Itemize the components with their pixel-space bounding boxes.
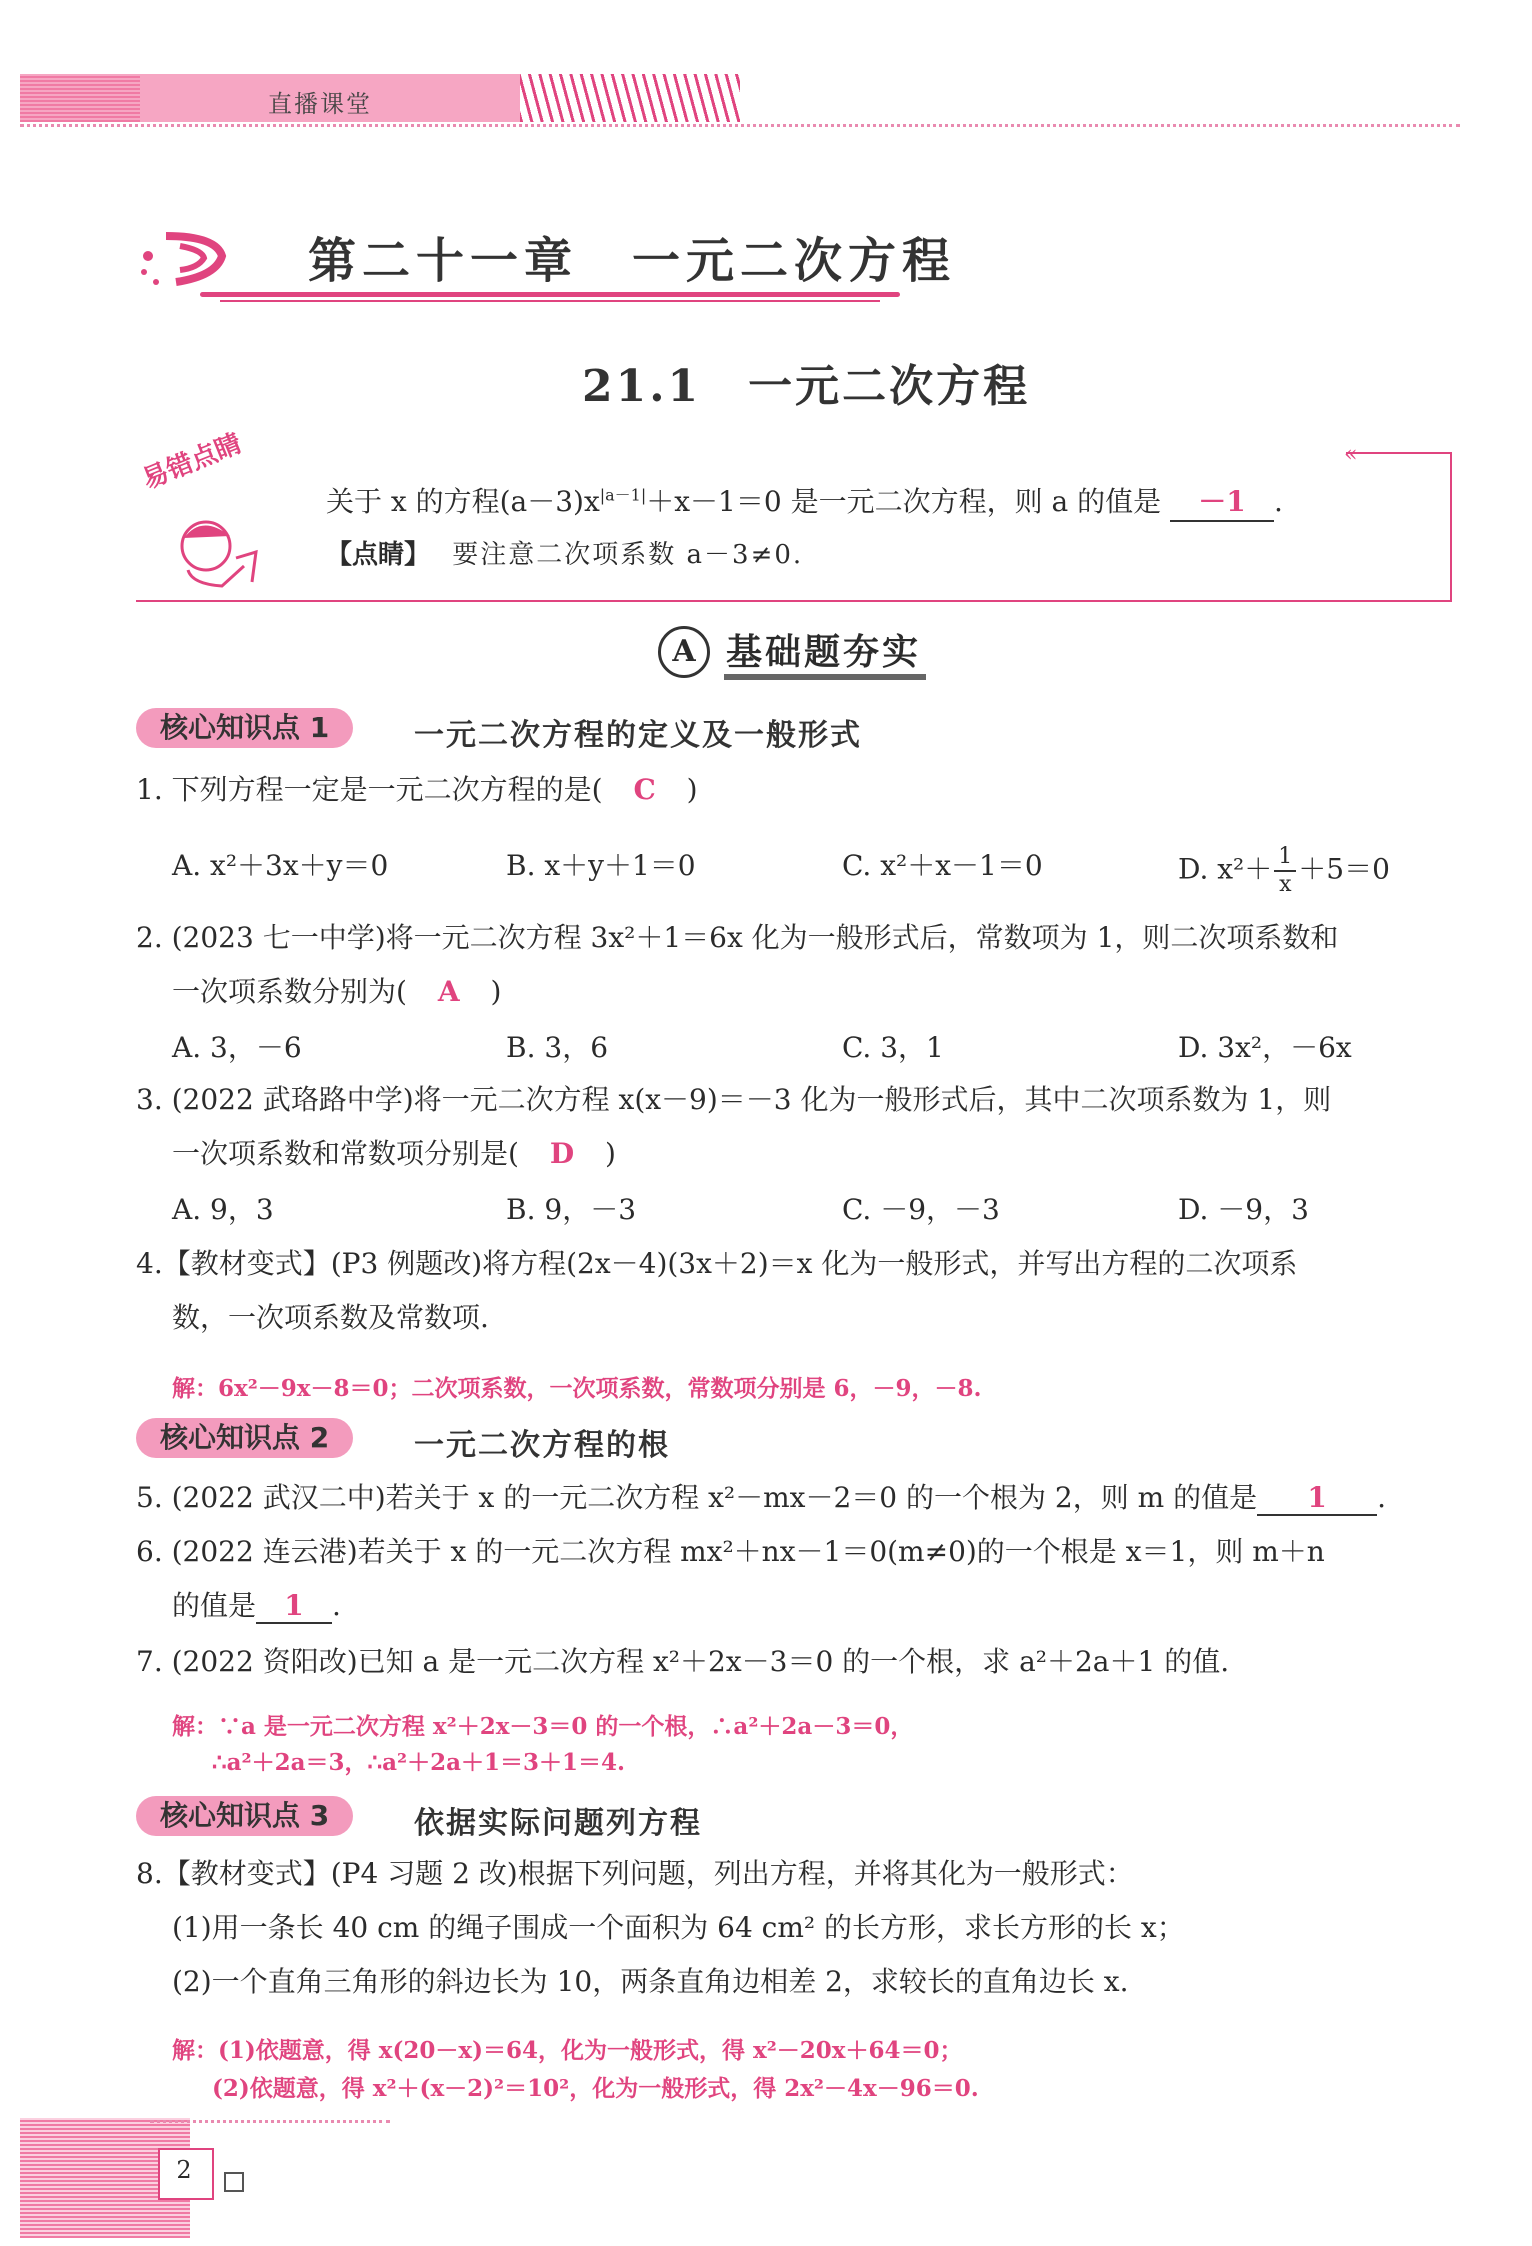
question-6-answer-blank: 1 (256, 1589, 332, 1624)
question-2-line-1: 2. (2023 七一中学)将一元二次方程 3x²＋1＝6x 化为一般形式后，常数项为 1，则二次项系数和 (136, 921, 1339, 954)
error-box-logo-text: 易错点睛 (138, 428, 246, 496)
question-3-line-2 (172, 1132, 616, 1172)
header-dotted-rule (20, 124, 1460, 127)
fraction-numerator: 1 (1274, 844, 1296, 872)
fraction-denominator: x (1279, 872, 1292, 897)
error-box-frame-mask (136, 450, 1346, 456)
knowledge-point-title-2: 一元二次方程的根 (414, 1428, 670, 1463)
error-question-post: ＋x－1＝0 是一元二次方程，则 a 的值是 (646, 485, 1162, 518)
question-2-stem: 一次项系数分别为( (172, 975, 407, 1008)
knowledge-point-title-3: 依据实际问题列方程 (414, 1806, 702, 1841)
page-number: 2 (176, 2156, 192, 2184)
header-stripes (520, 74, 740, 122)
question-8-solution-1: 解：(1)依题意，得 x(20－x)＝64，化为一般形式，得 x²－20x＋64＝0； (172, 2037, 963, 2064)
question-7-line-1: 7. (2022 资阳改)已知 a 是一元二次方程 x²＋2x－3＝0 的一个根，求 a²＋2a＋1 的值. (136, 1645, 1230, 1678)
question-4-solution: 解：6x²－9x－8＝0；二次项系数，一次项系数，常数项分别是 6，－9，－8. (172, 1375, 982, 1402)
section-a-label: 基础题夯实 (726, 632, 922, 673)
error-answer-blank: －1 (1170, 480, 1274, 522)
error-question-exponent: |a－1| (599, 485, 647, 505)
question-1-option-d (1178, 844, 1390, 898)
question-5-stem: 5. (2022 武汉二中)若关于 x 的一元二次方程 x²－mx－2＝0 的一个根为 2，则 m 的值是 (136, 1481, 1258, 1514)
option-d-fraction (1274, 844, 1296, 898)
question-3-line-1: 3. (2022 武珞路中学)将一元二次方程 x(x－9)＝－3 化为一般形式后，其中二次项系数为 1，则 (136, 1083, 1332, 1116)
question-3-answer: D (549, 1137, 575, 1170)
question-6-tail: . (332, 1589, 341, 1622)
footer-square-icon (224, 2172, 244, 2192)
error-box-tip (326, 534, 803, 571)
question-8-sub-1: (1)用一条长 40 cm 的绳子围成一个面积为 64 cm² 的长方形，求长方形的长 x； (172, 1911, 1185, 1944)
question-3-option-a: A. 9，3 (172, 1193, 274, 1226)
question-4-line-1: 4.【教材变式】(P3 例题改)将方程(2x－4)(3x＋2)＝x 化为一般形式，并写出方程的二次项系 (136, 1247, 1298, 1280)
question-8-solution-2: (2)依题意，得 x²＋(x－2)²＝10²，化为一般形式，得 2x²－4x－96＝0. (212, 2075, 979, 2102)
question-1-close: ) (686, 773, 698, 806)
question-7-solution-2: ∴a²＋2a＝3，∴a²＋2a＋1＝3＋1＝4. (212, 1749, 626, 1776)
question-7-solution-1: 解：∵a 是一元二次方程 x²＋2x－3＝0 的一个根，∴a²＋2a－3＝0， (172, 1713, 914, 1740)
question-2-answer: A (437, 975, 460, 1008)
question-2-close: ) (490, 975, 502, 1008)
error-box-question: 关于 x 的方程$(a-3)x^{|a-1|}+x-1=0$ 是一元二次方程，则 a 的值是 －1 . (326, 480, 1283, 522)
question-2-option-d: D. 3x²，－6x (1178, 1031, 1352, 1064)
header-label: 直播课堂 (268, 90, 372, 118)
option-d-head: D. x²＋ (1178, 852, 1273, 886)
question-1-option-c: C. x²＋x－1＝0 (842, 849, 1043, 882)
section-a-badge: A (658, 626, 710, 678)
knowledge-point-title-1: 一元二次方程的定义及一般形式 (414, 718, 862, 753)
chapter-rule (200, 292, 900, 297)
question-3-stem: 一次项系数和常数项分别是( (172, 1137, 519, 1170)
question-6-line-2 (172, 1584, 341, 1624)
question-5-tail: . (1377, 1481, 1386, 1514)
tip-label: 【点睛】 (326, 540, 431, 570)
question-2-option-a: A. 3，－6 (172, 1031, 302, 1064)
question-3-option-d: D. －9，3 (1178, 1193, 1309, 1226)
question-8-sub-2: (2)一个直角三角形的斜边长为 10，两条直角边相差 2，求较长的直角边长 x. (172, 1965, 1129, 1998)
question-1-answer: C (633, 773, 656, 806)
question-6-stem: 的值是 (172, 1589, 257, 1622)
question-3-option-c: C. －9，－3 (842, 1193, 1000, 1226)
question-1-stem: 1. 下列方程一定是一元二次方程的是( (136, 773, 603, 806)
question-2-option-b: B. 3，6 (506, 1031, 609, 1064)
option-d-tail: ＋5＝0 (1298, 852, 1390, 886)
question-3-close: ) (605, 1137, 616, 1170)
question-5 (136, 1476, 1386, 1516)
chapter-swirl-icon (136, 216, 236, 296)
knowledge-point-pill-2: 核心知识点 2 (136, 1418, 353, 1458)
question-4-line-2: 数，一次项系数及常数项. (172, 1301, 489, 1334)
error-box-arrow-icon: « (1344, 442, 1358, 467)
question-1 (136, 768, 698, 808)
question-5-answer-blank: 1 (1257, 1481, 1377, 1516)
question-3-option-b: B. 9，－3 (506, 1193, 637, 1226)
tip-text: 要注意二次项系数 a－3≠0. (452, 540, 804, 570)
error-box-frame (136, 452, 1452, 602)
section-a-underline (724, 674, 926, 680)
question-2-line-2 (172, 970, 501, 1010)
question-6-line-1: 6. (2022 连云港)若关于 x 的一元二次方程 mx²＋nx－1＝0(m≠0)的一个根是 x＝1，则 m＋n (136, 1535, 1325, 1568)
chapter-rule-thin (220, 300, 880, 302)
question-1-option-b: B. x＋y＋1＝0 (506, 849, 696, 882)
error-question-pre: 关于 x 的方程(a－3)x (326, 485, 600, 518)
question-1-option-a: A. x²＋3x＋y＝0 (172, 849, 389, 882)
knowledge-point-pill-3: 核心知识点 3 (136, 1796, 353, 1836)
knowledge-point-pill-1: 核心知识点 1 (136, 708, 353, 748)
chapter-title: 第二十一章 一元二次方程 (308, 233, 957, 289)
section-title: 21.1 一元二次方程 (582, 361, 1031, 412)
question-8-line-1: 8.【教材变式】(P4 习题 2 改)根据下列问题，列出方程，并将其化为一般形式： (136, 1857, 1134, 1890)
question-2-option-c: C. 3，1 (842, 1031, 944, 1064)
footer-dotted-rule (150, 2120, 390, 2123)
